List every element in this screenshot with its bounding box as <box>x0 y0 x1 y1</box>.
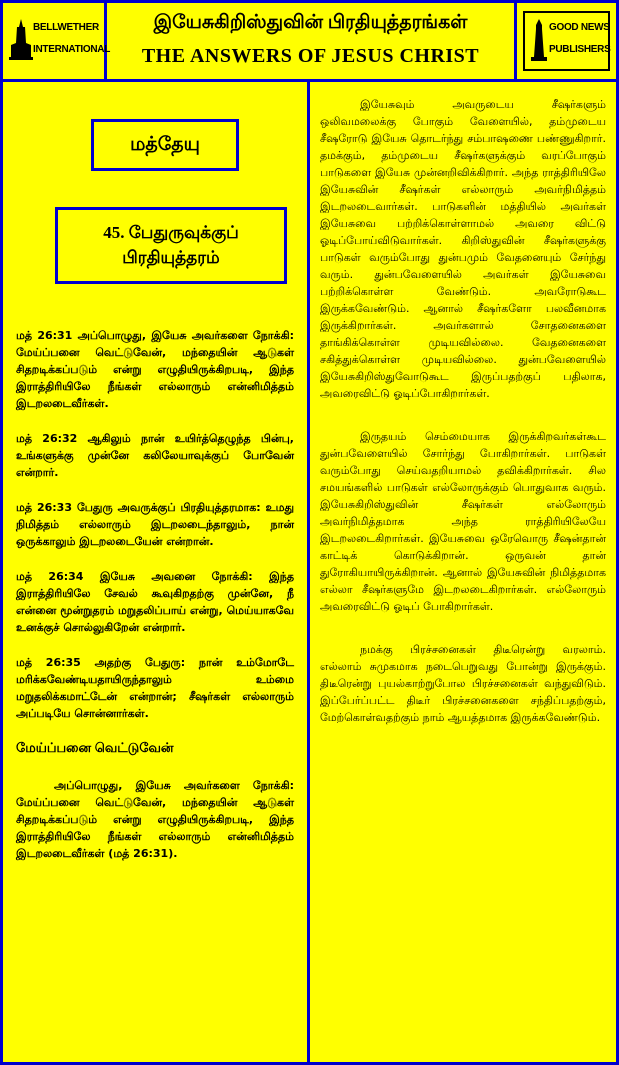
verse-26-33: மத் 26:33 பேதுரு அவருக்குப் பிரதியுத்தரமாக: உமது நிமித்தம் எல்லாரும் இடறலடைந்தாலும், நான் ஒருக்காலும் இடறலடையேன் என்றான். <box>16 501 294 548</box>
logo-right-line1: GOOD NEWS <box>549 22 610 33</box>
verse-26-35: மத் 26:35 அதற்கு பேதுரு: நான் உம்மோடே மரிக்கவேண்டியதாயிருந்தாலும் உம்மை மறுதலிக்கமாட்டேன் என்றான்; சீஷர்கள் எல்லாரும் அப்படியே சொன்னார்கள். <box>16 656 294 720</box>
section-title-line1: 45. பேதுருவுக்குப் <box>103 223 239 242</box>
verse-26-34: மத் 26:34 இயேசு அவனை நோக்கி: இந்த இராத்திரியிலே சேவல் கூவுகிறதற்கு முன்னே, நீ என்னை மூன்றுதரம் மறுதலிப்பாய் என்று, மெய்யாகவே உனக்குச் சொல்லுகிறேன் என்றார். <box>16 570 294 634</box>
logo-left-line2: INTERNATIONAL <box>33 44 111 55</box>
commentary-paragraph: நமக்கு பிரச்சனைகள் திடீரென்று வரலாம். எல்லாம் சுமுகமாக நடைபெறுவது போன்று இருக்கும். திடீரென்று புயல்காற்றுபோல பிரச்சனைகள் வந்துவிடும். இப்பேர்ப்பட்ட திடீர் பிரச்சனைகளை சந்திப்பதற்கும், மேற்கொள்வதற்கும் நாம் ஆயத்தமாக இருக்கவேண்டும். <box>320 643 606 724</box>
publisher-logo-left <box>3 3 111 79</box>
verse-26-31: மத் 26:31 அப்பொழுது, இயேசு அவர்களை நோக்கி: மேய்ப்பனை வெட்டுவேன், மந்தையின் ஆடுகள் சிதறடிக்கப்படும் என்று எழுதியிருக்கிறபடி, இந்த இராத்திரியிலே நீங்கள் எல்லாரும் என்னிமித்தம் இடறலடைவீர்கள். <box>16 329 294 410</box>
publisher-logo-right <box>517 3 616 79</box>
scripture-verses <box>16 327 294 862</box>
header <box>3 3 616 82</box>
left-column <box>3 82 310 1062</box>
logo-left-line1: BELLWETHER <box>33 22 99 33</box>
section-title <box>55 207 287 284</box>
title-box <box>107 3 517 79</box>
title-tamil: இயேசுகிறிஸ்துவின் பிரதியுத்தரங்கள் <box>153 12 468 33</box>
lighthouse-icon <box>529 17 549 63</box>
bellwether-logo-icon <box>9 17 33 61</box>
commentary-quote: அப்பொழுது, இயேசு அவர்களை நோக்கி: மேய்ப்பனை வெட்டுவேன், மந்தையின் ஆடுகள் சிதறடிக்கப்படும் என்று எழுதியிருக்கிறபடி, இந்த இராத்திரியிலே நீங்கள் எல்லாரும் என்னிமித்தம் இடறலடைவீர்கள் (மத் 26:31). <box>16 779 294 860</box>
title-english: THE ANSWERS OF JESUS CHRIST <box>141 45 480 67</box>
commentary-paragraph: இயேசுவும் அவருடைய சீஷர்களும் ஒலிவமலைக்கு போகும் வேளையில், தம்முடைய சீஷரோடு இயேசு தொடர்ந்து சம்பாஷணை பண்ணுகிறார். தமக்கும், தம்முடைய சீஷர்களுக்கும் வரப்போகும் பாடுகளை இயேசு முன்னறிவிக்கிறார். அந்த ராத்திரியிலே இயேசுவின் சீஷர்கள் எல்லாரும் அவர்நிமித்தம் இடறலடைவார்கள். பாடுகளின் மத்தியில் அவர்கள் இயேசுவை பற்றிக்கொள்ளாமல் அவரை விட்டு ஓடிப்போய்விடுவார்கள். கிறிஸ்துவின் சீஷர்களுக்கு பாடுகள் வரும்போது துன்பமும் வேதனையும் சேர்ந்து வரும். துன்பவேளையில் அவர்கள் இயேசுவை பற்றிக்கொள்ள வேண்டும். அவரோடுகூட இருக்கவேண்டும். ஆனால் சீஷர்களோ பலவீனமாக இருக்கிறார்கள். அவர்களால் சோதனைகளை தாங்கிக்கொள்ள முடியவில்லை. வேதனைகளை சகித்துக்கொள்ள முடியவில்லை. துன்பவேளையில் இயேசுகிறிஸ்துவோடுகூட இருப்பதற்குப் பதிலாக, அவரைவிட்டு ஓடிப்போகிறார்கள். <box>320 98 606 400</box>
right-column <box>310 82 616 1062</box>
book-title: மத்தேயு <box>91 119 239 171</box>
section-title-line2: பிரதியுத்தரம் <box>122 248 220 267</box>
verse-26-32: மத் 26:32 ஆகிலும் நான் உயிர்த்தெழுந்த பின்பு, உங்களுக்கு முன்னே கலிலேயாவுக்குப் போவேன் என்றார். <box>16 432 294 479</box>
logo-right-line2: PUBLISHERS <box>549 44 611 55</box>
commentary-subheading: மேய்ப்பனை வெட்டுவேன் <box>16 740 174 755</box>
commentary-paragraph: இருதயம் செம்மையாக இருக்கிறவர்கள்கூட துன்பவேளையில் சோர்ந்து போகிறார்கள். பாடுகள் வரும்போது செய்வதறியாமல் தவிக்கிறார்கள். சில சமயங்களில் பாடுகள் எல்லோருக்கும் பொதுவாக வரும். இயேசுகிறிஸ்துவின் சீஷர்கள் எல்லோரும் அவர்நிமித்தமாக அந்த ராத்திரியிலேயே இடறலடைகிறார்கள். இயேசுவை ஒரேவொரு சீஷன்தான் காட்டிக் கொடுக்கிறான். ஒருவன் தான் துரோகியாயிருக்கிறான். ஆனால் இயேசுவின் நிமித்தமாக எல்லா சீஷர்களுமே இடறலடைகிறார்கள். எல்லோரும் அவரைவிட்டு ஓடிப் போகிறார்கள். <box>320 430 606 613</box>
